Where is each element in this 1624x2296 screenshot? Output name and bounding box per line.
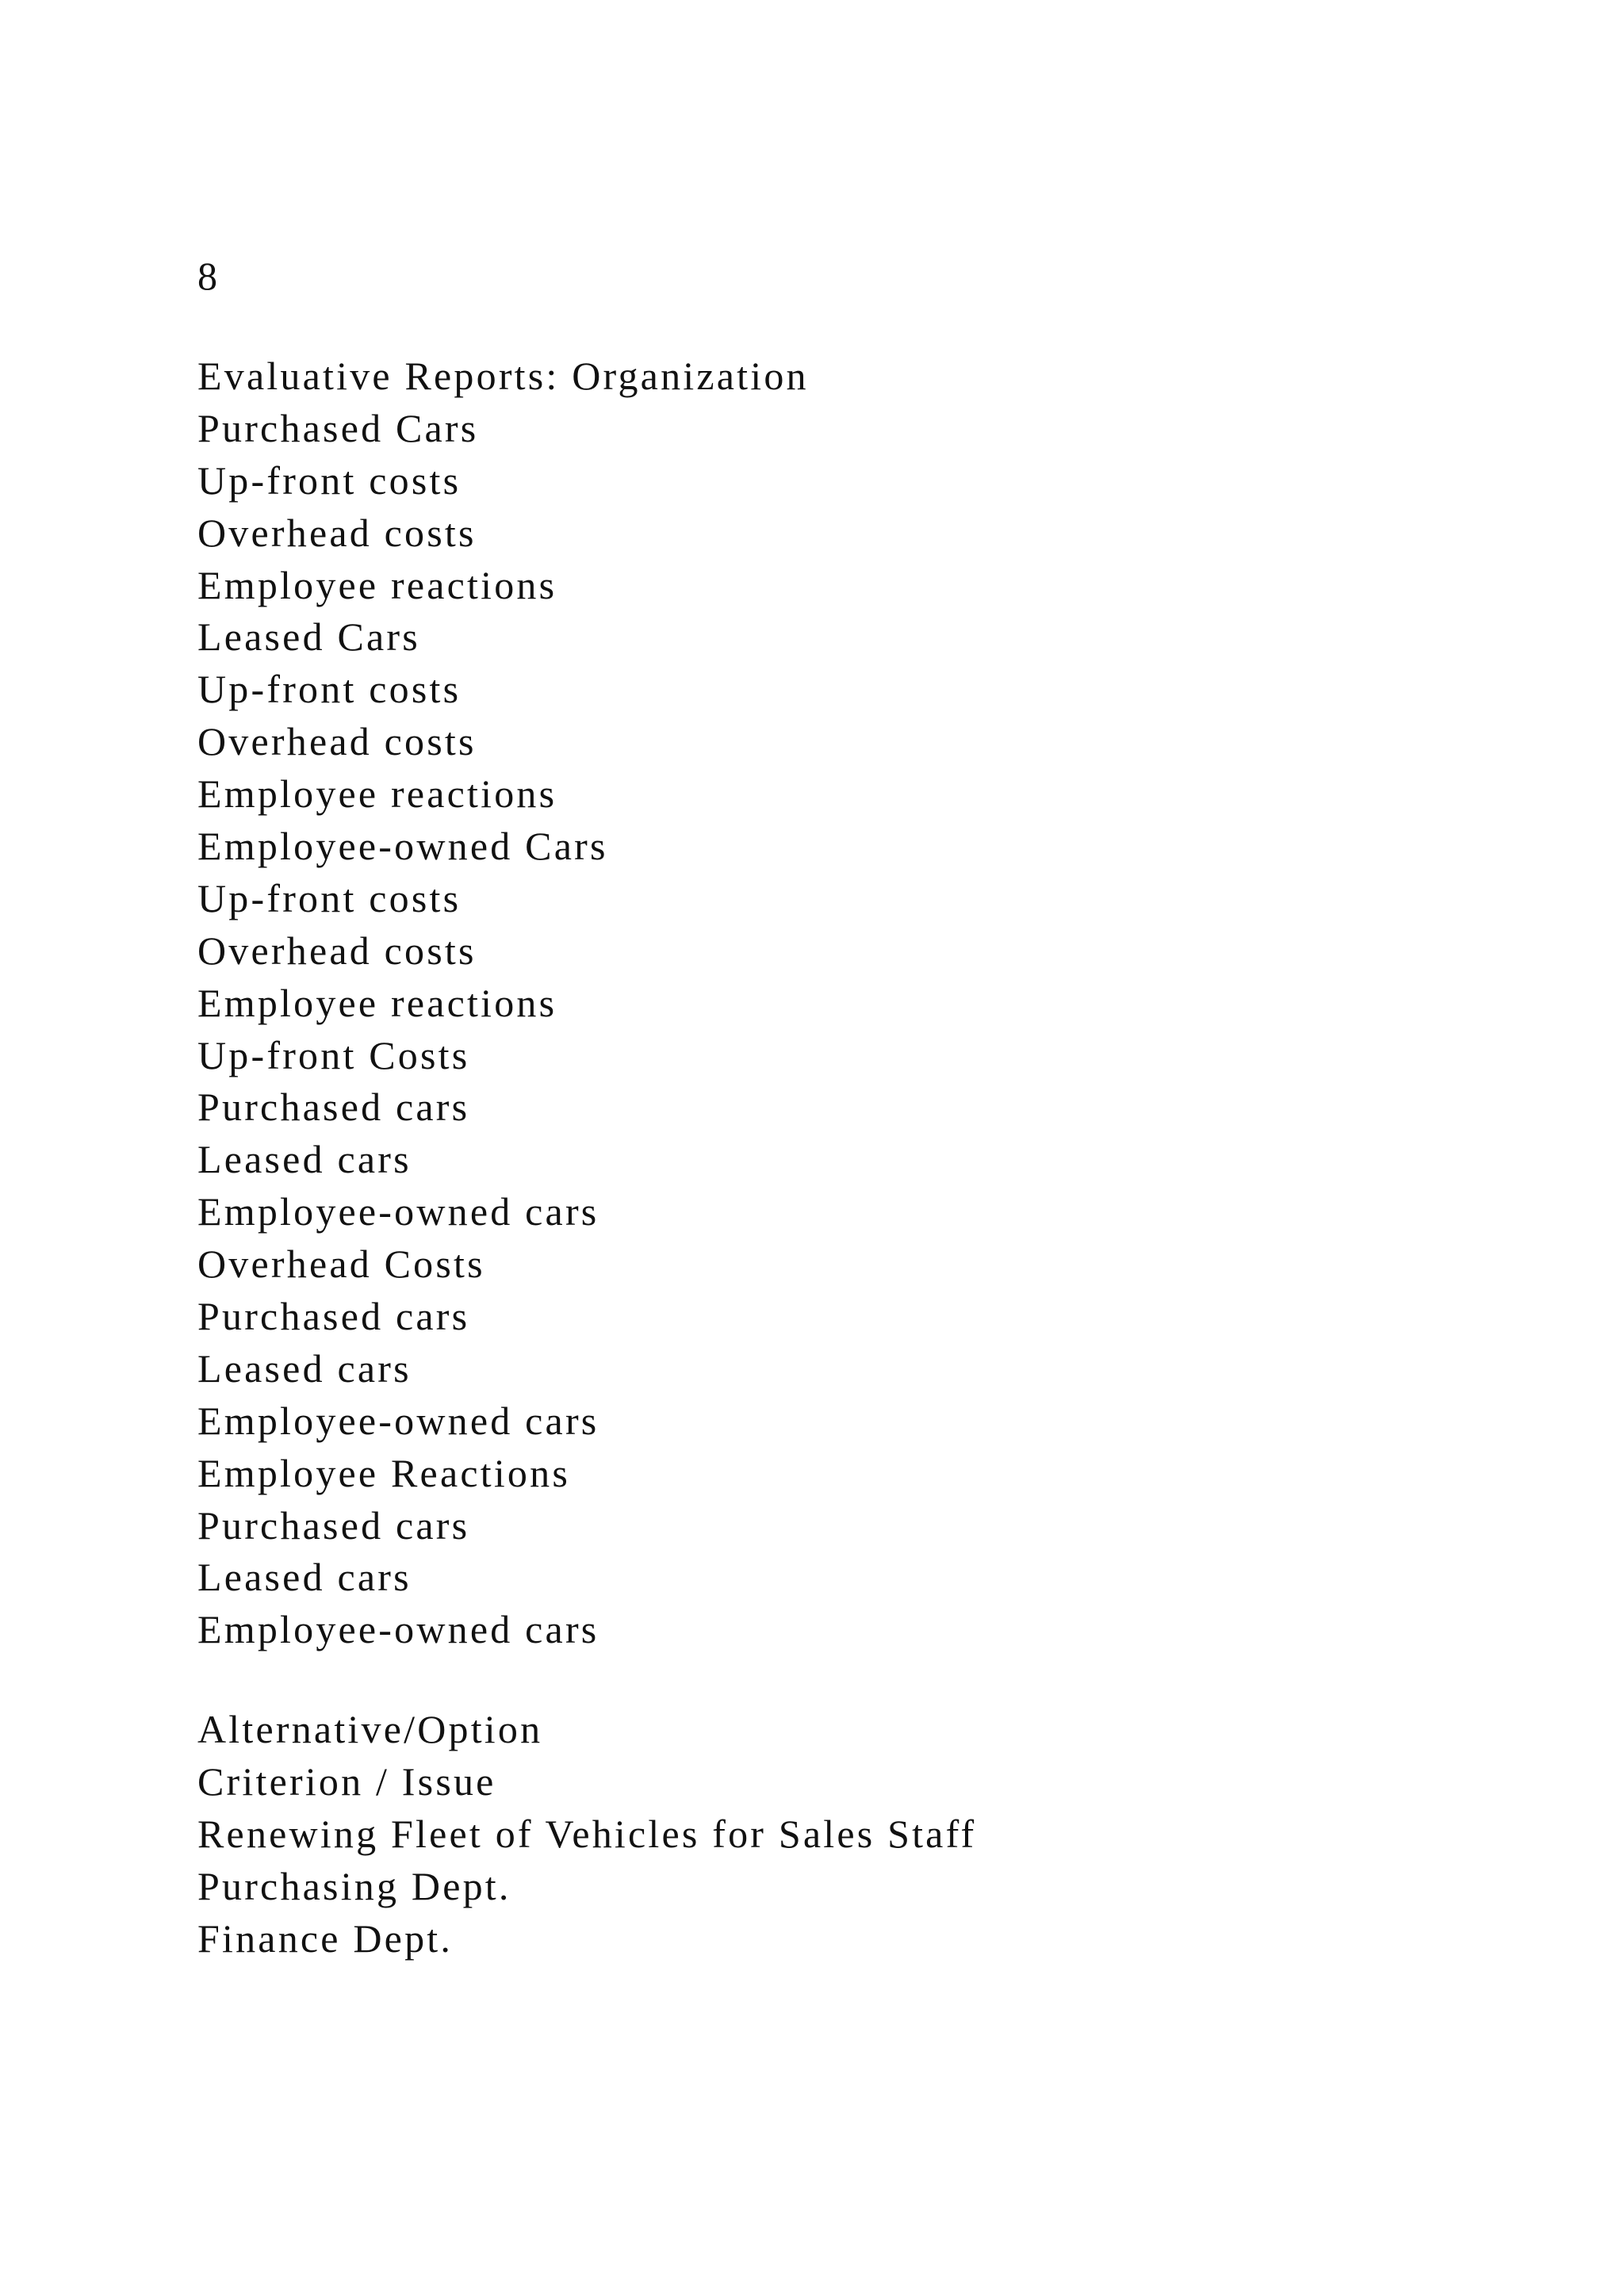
outline-line: Employee Reactions [197,1450,570,1495]
outline-line: Employee-owned cars [197,1607,599,1652]
table-cell-finance: Finance Dept. [197,1915,454,1961]
page-number: 8 [197,254,220,298]
outline-line: Purchased cars [197,1294,470,1339]
outline-line: Up-front costs [197,875,462,920]
outline-line: Overhead Costs [197,1242,485,1287]
outline-line: Overhead costs [197,510,477,555]
outline-line: Purchased Cars [197,405,479,450]
outline-line: Purchased cars [197,1085,470,1130]
outline-line: Employee reactions [197,562,557,607]
table-cell-purchasing: Purchasing Dept. [197,1863,511,1908]
outline-line: Leased cars [197,1137,412,1182]
outline-line: Employee-owned Cars [197,824,608,869]
outline-line: Employee-owned cars [197,1398,599,1443]
outline-line: Up-front costs [197,457,462,503]
table-header-alternative: Alternative/Option [197,1707,543,1751]
outline-line: Employee-owned cars [197,1189,599,1234]
outline-line: Employee reactions [197,980,557,1025]
outline-line: Overhead costs [197,719,477,764]
outline-title: Evaluative Reports: Organization [197,354,809,398]
outline-line: Up-front Costs [197,1032,470,1077]
table-text-list [197,1704,976,1965]
outline-line: Purchased cars [197,1502,470,1548]
table-header-criterion: Criterion / Issue [197,1758,496,1804]
outline-line: Up-front costs [197,667,462,712]
outline-line: Leased Cars [197,614,420,660]
outline-line: Employee reactions [197,771,557,817]
table-title: Renewing Fleet of Vehicles for Sales Staff [197,1811,977,1856]
outline-line: Overhead costs [197,928,477,973]
outline-list [197,350,809,1656]
outline-line: Leased cars [197,1345,412,1391]
outline-line: Leased cars [197,1555,412,1600]
